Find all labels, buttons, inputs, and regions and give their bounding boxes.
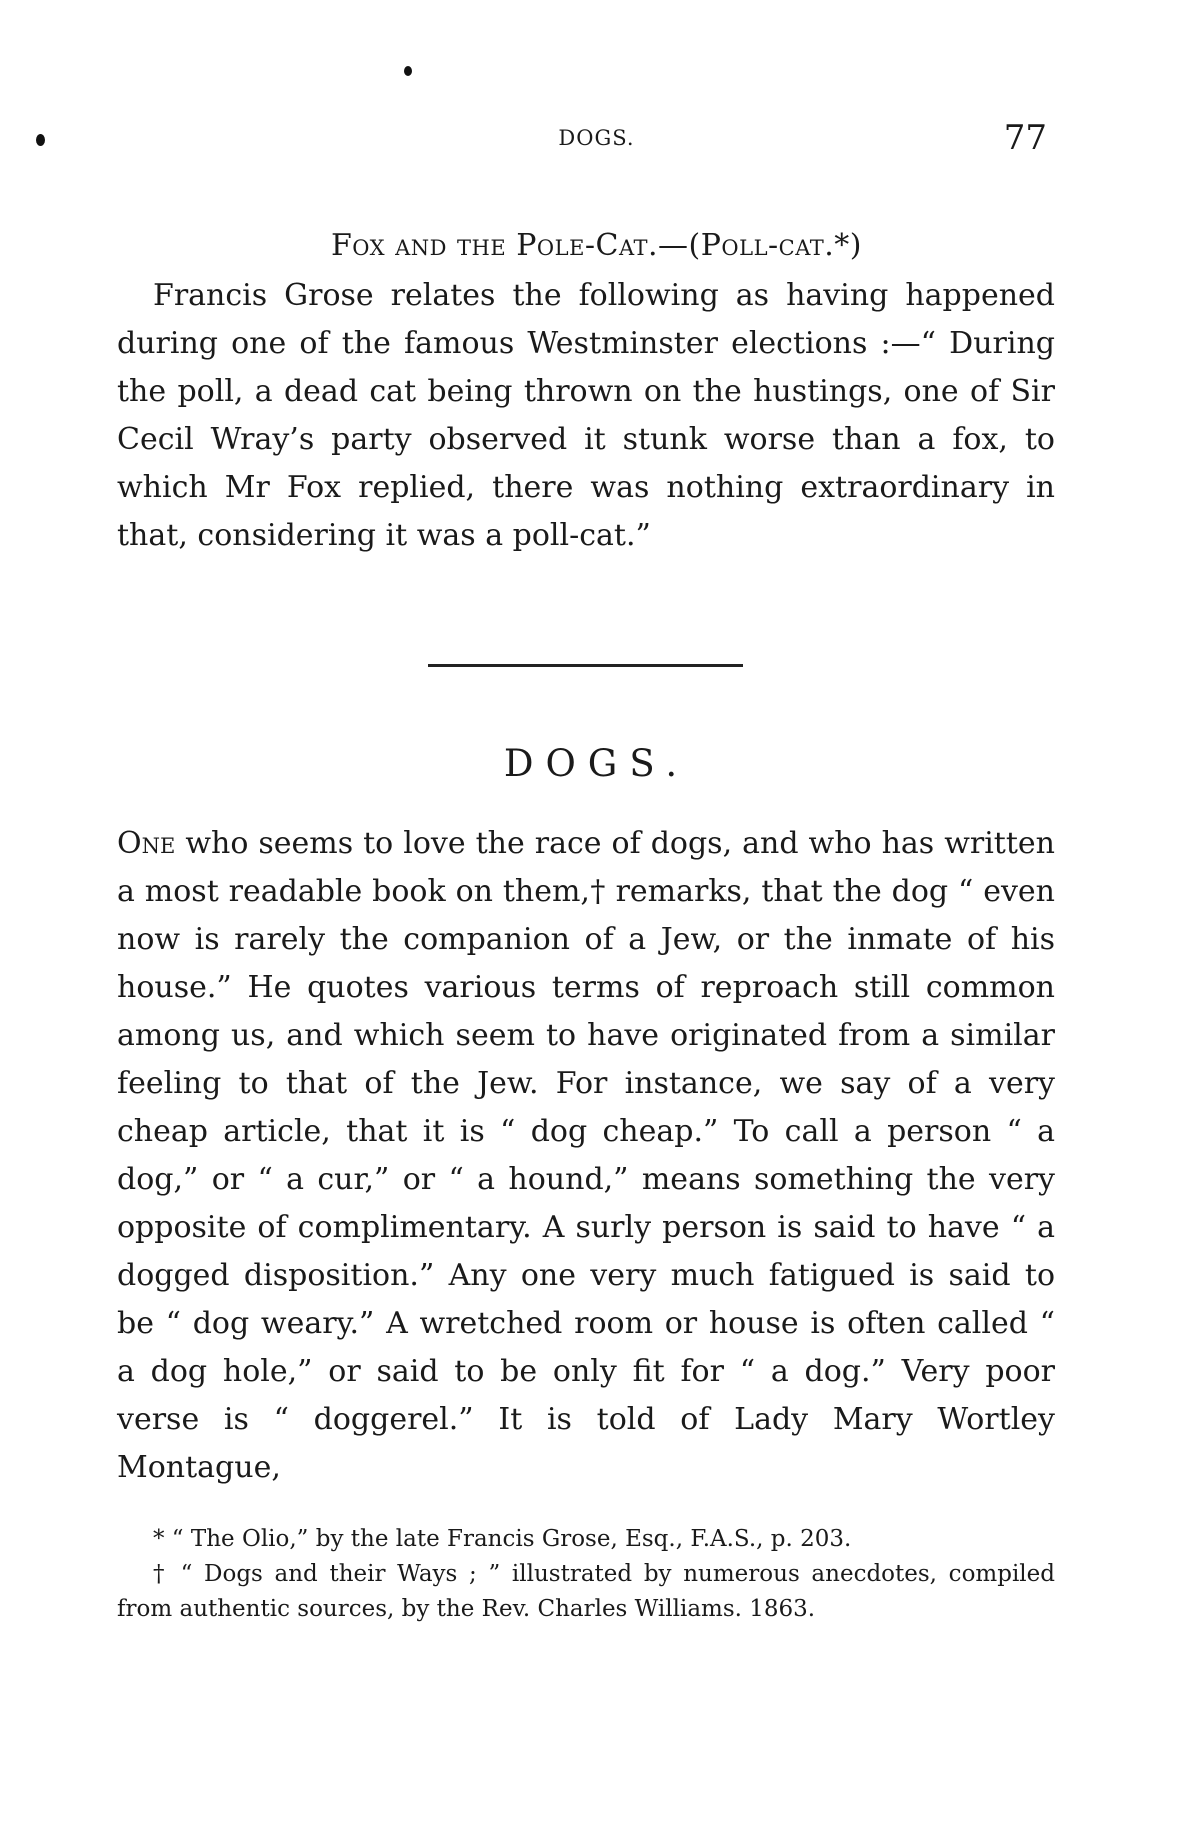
section-divider [428,664,743,667]
chapter-paragraph [117,820,1055,1492]
paragraph-lead-word: One [117,826,176,861]
ink-speck [404,66,412,76]
footnote-dogs-and-their-ways: † “ Dogs and their Ways ; ” illustrated by numerous anecdotes, compiled from authentic sources, by the Rev. Charles Williams. 1863. [117,1561,1055,1622]
page-number: 77 [1003,118,1047,158]
running-head [0,118,1193,158]
section-heading: Fox and the Pole-Cat.—(Poll-cat.*) [330,228,863,263]
footnote-olio: * “ The Olio,” by the late Francis Grose, Esq., F.A.S., p. 203. [153,1526,852,1552]
chapter-title: DOGS. [503,742,690,785]
anecdote-paragraph: Francis Grose relates the following as having happened during one of the famous Westminster elections :—“ During the poll, a dead cat being thrown on the hustings, one of Sir Cecil Wray’s party observed it stunk worse than a fox, to which Mr Fox replied, there was nothing extraordinary in that, considering it was a poll-cat.” [117,278,1055,553]
footnotes [117,1522,1055,1627]
running-title: DOGS. [558,126,635,150]
paragraph-body: who seems to love the race of dogs, and who has written a most readable book on them,† remarks, that the dog “ even now is rarely the companion of a Jew, or the inmate of his house.” He quotes various terms of reproach still common among us, and which seem to have originated from a similar feeling to that of the Jew. For instance, we say of a very cheap article, that it is “ dog cheap.” To call a person “ a dog,” or “ a cur,” or “ a hound,” means something the very opposite of complimentary. A surly person is said to have “ a dogged disposition.” Any one very much fatigued is said to be “ dog weary.” A wretched room or house is often called “ a dog hole,” or said to be only fit for “ a dog.” Very poor verse is “ doggerel.” It is told of Lady Mary Wortley Montague, [117,826,1055,1485]
